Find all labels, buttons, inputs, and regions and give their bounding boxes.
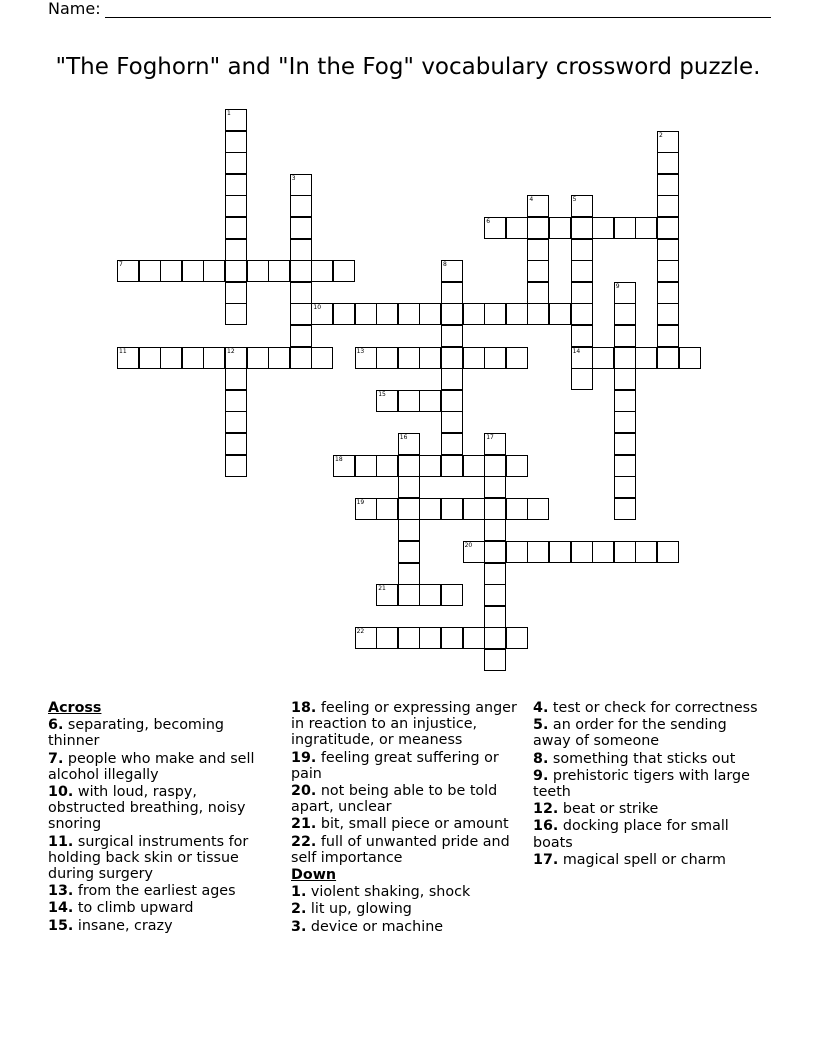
- clue-number-label: 2: [659, 131, 663, 139]
- crossword-cell[interactable]: [571, 368, 593, 390]
- clue-number-label: 19: [356, 498, 365, 506]
- crossword-cell[interactable]: [506, 455, 528, 477]
- crossword-cell[interactable]: [571, 303, 593, 325]
- clue-number: 3.: [291, 918, 307, 935]
- clue-number-label: 6: [486, 218, 491, 225]
- crossword-cell[interactable]: [635, 217, 657, 239]
- crossword-cell[interactable]: [441, 627, 463, 649]
- crossword-cell[interactable]: [398, 303, 420, 325]
- crossword-cell[interactable]: [225, 347, 247, 369]
- crossword-cell[interactable]: [311, 303, 333, 325]
- name-label: Name:: [48, 0, 101, 18]
- clue-text: bit, small piece or amount: [316, 816, 509, 833]
- clue-item: [533, 751, 763, 767]
- clue-number-label: 14: [572, 347, 581, 355]
- crossword-cell[interactable]: [419, 303, 441, 325]
- crossword-cell[interactable]: [506, 541, 528, 563]
- clue-number: 1.: [291, 884, 307, 901]
- clue-number-label: 18: [335, 455, 343, 463]
- crossword-cell[interactable]: [333, 260, 355, 282]
- crossword-cell[interactable]: [225, 152, 247, 174]
- clue-number: 4.: [533, 700, 549, 716]
- clue-number-label: 7: [119, 261, 123, 269]
- crossword-cell[interactable]: [571, 325, 593, 347]
- crossword-cell[interactable]: [268, 347, 290, 369]
- clue-text: something that sticks out: [548, 750, 736, 767]
- clue-number: 12.: [533, 801, 559, 818]
- crossword-cell[interactable]: [506, 303, 528, 325]
- crossword-cell[interactable]: [506, 498, 528, 520]
- crossword-cell[interactable]: [484, 584, 506, 606]
- crossword-cell[interactable]: [376, 498, 398, 520]
- clue-item: [533, 768, 763, 800]
- crossword-cell[interactable]: [571, 239, 593, 261]
- crossword-cell[interactable]: [463, 627, 485, 649]
- crossword-cell[interactable]: [484, 455, 506, 477]
- clues-column-1: [48, 700, 276, 935]
- crossword-cell[interactable]: [398, 347, 420, 369]
- crossword-cell[interactable]: [441, 368, 463, 390]
- crossword-cell[interactable]: [657, 282, 679, 304]
- clue-item: [291, 901, 525, 917]
- clue-number: 21.: [291, 816, 317, 833]
- crossword-cell[interactable]: [247, 347, 269, 369]
- clues-column-2: [291, 700, 525, 936]
- crossword-cell[interactable]: [635, 347, 657, 369]
- crossword-cell[interactable]: [290, 195, 312, 217]
- clue-number: 13.: [48, 883, 74, 900]
- clue-number: 15.: [48, 917, 74, 934]
- crossword-cell[interactable]: [614, 498, 636, 520]
- crossword-cell[interactable]: [182, 260, 204, 282]
- crossword-cell[interactable]: [333, 455, 355, 477]
- crossword-cell[interactable]: [117, 347, 139, 369]
- crossword-cell[interactable]: [441, 325, 463, 347]
- crossword-cell[interactable]: [355, 347, 377, 369]
- crossword-cell[interactable]: [419, 347, 441, 369]
- clue-item: [48, 918, 276, 934]
- crossword-cell[interactable]: [527, 260, 549, 282]
- clue-number: 10.: [48, 784, 74, 801]
- clue-text: beat or strike: [558, 801, 659, 818]
- crossword-cell[interactable]: [506, 627, 528, 649]
- crossword-cell[interactable]: [398, 563, 420, 585]
- clue-number-label: 20: [464, 542, 473, 549]
- crossword-cell[interactable]: [268, 260, 290, 282]
- crossword-cell[interactable]: [225, 195, 247, 217]
- crossword-cell[interactable]: [376, 627, 398, 649]
- crossword-cell[interactable]: [657, 325, 679, 347]
- clue-number-label: 10: [313, 304, 322, 312]
- clue-number: 5.: [533, 717, 549, 734]
- clue-item: [291, 700, 525, 749]
- crossword-cell[interactable]: [549, 303, 571, 325]
- crossword-cell[interactable]: [549, 217, 571, 239]
- crossword-cell[interactable]: [160, 260, 182, 282]
- crossword-cell[interactable]: [463, 541, 485, 563]
- crossword-cell[interactable]: [376, 584, 398, 606]
- clue-text: test or check for correctness: [548, 700, 758, 716]
- clue-text: magical spell or charm: [558, 851, 726, 868]
- crossword-cell[interactable]: [290, 282, 312, 304]
- crossword-cell[interactable]: [203, 260, 225, 282]
- crossword-cell[interactable]: [527, 195, 549, 217]
- crossword-cell[interactable]: [614, 476, 636, 498]
- crossword-cell[interactable]: [484, 519, 506, 541]
- clue-number-label: 21: [378, 585, 386, 593]
- crossword-cell[interactable]: [225, 411, 247, 433]
- crossword-cell[interactable]: [290, 325, 312, 347]
- clues-column-3: [533, 700, 763, 869]
- crossword-cell[interactable]: [657, 174, 679, 196]
- crossword-cell[interactable]: [614, 455, 636, 477]
- crossword-cell[interactable]: [290, 260, 312, 282]
- crossword-cell[interactable]: [117, 260, 139, 282]
- crossword-cell[interactable]: [614, 325, 636, 347]
- clue-item: [48, 883, 276, 899]
- crossword-cell[interactable]: [398, 498, 420, 520]
- crossword-cell[interactable]: [290, 217, 312, 239]
- crossword-cell[interactable]: [311, 260, 333, 282]
- crossword-cell[interactable]: [657, 217, 679, 239]
- clue-text: full of unwanted pride and self importance: [291, 833, 510, 866]
- clue-item: [533, 852, 763, 868]
- clue-text: to climb upward: [73, 900, 194, 917]
- clue-text: prehistoric tigers with large teeth: [533, 767, 750, 801]
- crossword-cell[interactable]: [592, 347, 614, 369]
- crossword-cell[interactable]: [376, 455, 398, 477]
- crossword-cell[interactable]: [355, 498, 377, 520]
- clue-item: [48, 751, 276, 783]
- clue-text: violent shaking, shock: [306, 884, 471, 901]
- crossword-cell[interactable]: [182, 347, 204, 369]
- clue-number-label: 5: [572, 196, 577, 204]
- clue-text: separating, becoming thinner: [48, 717, 224, 750]
- crossword-cell[interactable]: [225, 239, 247, 261]
- crossword-cell[interactable]: [290, 347, 312, 369]
- crossword-cell[interactable]: [441, 455, 463, 477]
- clue-number-label: 11: [119, 347, 127, 355]
- crossword-cell[interactable]: [441, 347, 463, 369]
- crossword-cell[interactable]: [419, 498, 441, 520]
- clue-item: [291, 816, 525, 832]
- clue-number-label: 15: [378, 390, 386, 398]
- crossword-cell[interactable]: [614, 282, 636, 304]
- crossword-cell[interactable]: [484, 476, 506, 498]
- clue-item: [291, 783, 525, 815]
- crossword-cell[interactable]: [398, 584, 420, 606]
- crossword-cell[interactable]: [355, 627, 377, 649]
- crossword-cell[interactable]: [527, 282, 549, 304]
- crossword-cell[interactable]: [290, 239, 312, 261]
- crossword-cell[interactable]: [355, 455, 377, 477]
- crossword-cell[interactable]: [527, 498, 549, 520]
- clue-number-label: 16: [399, 434, 408, 441]
- crossword-cell[interactable]: [441, 411, 463, 433]
- crossword-cell[interactable]: [592, 217, 614, 239]
- clue-number-label: 9: [615, 282, 620, 290]
- crossword-cell[interactable]: [484, 303, 506, 325]
- clue-item: [533, 700, 763, 716]
- clue-text: device or machine: [306, 918, 444, 935]
- crossword-cell[interactable]: [225, 109, 247, 131]
- clue-number: 19.: [291, 749, 317, 766]
- clue-item: [48, 717, 276, 749]
- crossword-cell[interactable]: [571, 282, 593, 304]
- clue-number: 8.: [533, 750, 549, 767]
- crossword-cell[interactable]: [614, 347, 636, 369]
- clue-number: 6.: [48, 717, 64, 734]
- crossword-cell[interactable]: [571, 347, 593, 369]
- crossword-cell[interactable]: [225, 368, 247, 390]
- crossword-cell[interactable]: [571, 260, 593, 282]
- clue-number-label: 22: [356, 628, 365, 636]
- crossword-cell[interactable]: [419, 584, 441, 606]
- clue-text: an order for the sending away of someone: [533, 717, 727, 750]
- crossword-cell[interactable]: [225, 217, 247, 239]
- crossword-cell[interactable]: [160, 347, 182, 369]
- crossword-cell[interactable]: [527, 541, 549, 563]
- crossword-cell[interactable]: [484, 347, 506, 369]
- crossword-cell[interactable]: [290, 174, 312, 196]
- clue-item: [291, 750, 525, 782]
- crossword-cell[interactable]: [225, 455, 247, 477]
- clue-section-header: Across: [48, 700, 102, 716]
- clue-number-label: 3: [291, 174, 296, 182]
- crossword-cell[interactable]: [419, 455, 441, 477]
- clue-item: [48, 900, 276, 916]
- clue-number-label: 8: [443, 261, 447, 269]
- crossword-cell[interactable]: [290, 303, 312, 325]
- crossword-cell[interactable]: [441, 260, 463, 282]
- crossword-cell[interactable]: [657, 152, 679, 174]
- crossword-cell[interactable]: [484, 498, 506, 520]
- clue-text: people who make and sell alcohol illegally: [48, 750, 255, 783]
- crossword-cell[interactable]: [571, 541, 593, 563]
- crossword-cell[interactable]: [463, 347, 485, 369]
- crossword-cell[interactable]: [614, 368, 636, 390]
- crossword-cell[interactable]: [225, 303, 247, 325]
- clue-number: 20.: [291, 783, 317, 800]
- crossword-cell[interactable]: [527, 217, 549, 239]
- crossword-cell[interactable]: [441, 282, 463, 304]
- clue-number: 22.: [291, 833, 317, 850]
- clue-number: 11.: [48, 833, 74, 850]
- crossword-cell[interactable]: [398, 541, 420, 563]
- clue-number: 2.: [291, 901, 307, 918]
- crossword-cell[interactable]: [614, 303, 636, 325]
- crossword-cell[interactable]: [225, 433, 247, 455]
- clue-item: [533, 818, 763, 850]
- crossword-cell[interactable]: [506, 347, 528, 369]
- crossword-cell[interactable]: [419, 390, 441, 412]
- clue-text: not being able to be told apart, unclear: [291, 783, 498, 816]
- crossword-cell[interactable]: [527, 239, 549, 261]
- crossword-cell[interactable]: [614, 411, 636, 433]
- crossword-cell[interactable]: [225, 260, 247, 282]
- clue-number: 9.: [533, 767, 549, 784]
- clue-text: feeling great suffering or pain: [291, 749, 499, 782]
- crossword-cell[interactable]: [463, 498, 485, 520]
- clue-number-label: 13: [356, 347, 365, 355]
- clue-text: feeling or expressing anger in reaction to an injustice, ingratitude, or meaness: [291, 700, 517, 749]
- crossword-cell[interactable]: [657, 239, 679, 261]
- crossword-cell[interactable]: [225, 174, 247, 196]
- clue-number-label: 4: [529, 196, 534, 204]
- clue-item: [533, 717, 763, 749]
- clue-text: from the earliest ages: [73, 883, 236, 900]
- crossword-cell[interactable]: [225, 131, 247, 153]
- crossword-cell[interactable]: [398, 390, 420, 412]
- crossword-cell[interactable]: [527, 303, 549, 325]
- clue-number: 17.: [533, 851, 559, 868]
- crossword-cell[interactable]: [441, 433, 463, 455]
- crossword-cell[interactable]: [376, 303, 398, 325]
- crossword-cell[interactable]: [441, 584, 463, 606]
- crossword-cell[interactable]: [657, 131, 679, 153]
- crossword-cell[interactable]: [333, 303, 355, 325]
- crossword-cell[interactable]: [657, 260, 679, 282]
- clue-number: 18.: [291, 700, 317, 716]
- crossword-cell[interactable]: [614, 217, 636, 239]
- clue-item: [291, 884, 525, 900]
- crossword-cell[interactable]: [225, 282, 247, 304]
- clue-text: docking place for small boats: [533, 818, 729, 851]
- crossword-cell[interactable]: [484, 217, 506, 239]
- crossword-cell[interactable]: [484, 433, 506, 455]
- crossword-cell[interactable]: [376, 390, 398, 412]
- crossword-cell[interactable]: [506, 217, 528, 239]
- crossword-cell[interactable]: [484, 606, 506, 628]
- crossword-cell[interactable]: [571, 195, 593, 217]
- clue-item: [291, 834, 525, 866]
- crossword-cell[interactable]: [463, 303, 485, 325]
- crossword-cell[interactable]: [592, 541, 614, 563]
- crossword-cell[interactable]: [376, 347, 398, 369]
- clue-number-label: 1: [227, 110, 231, 117]
- clue-section-header: Down: [291, 867, 337, 884]
- crossword-cell[interactable]: [203, 347, 225, 369]
- crossword-cell[interactable]: [484, 649, 506, 671]
- clue-item: [533, 801, 763, 817]
- crossword-cell[interactable]: [484, 627, 506, 649]
- crossword-cell[interactable]: [247, 260, 269, 282]
- crossword-cell[interactable]: [311, 347, 333, 369]
- crossword-cell[interactable]: [614, 390, 636, 412]
- clue-number: 14.: [48, 900, 74, 917]
- crossword-cell[interactable]: [679, 347, 701, 369]
- crossword-cell[interactable]: [614, 433, 636, 455]
- crossword-cell[interactable]: [398, 433, 420, 455]
- crossword-cell[interactable]: [225, 390, 247, 412]
- crossword-cell[interactable]: [441, 498, 463, 520]
- clue-number-label: 12: [227, 347, 235, 355]
- clue-text: lit up, glowing: [306, 901, 412, 918]
- clue-text: with loud, raspy, obstructed breathing, noisy snoring: [48, 784, 246, 833]
- clue-number: 7.: [48, 750, 64, 767]
- clue-number: 16.: [533, 818, 559, 835]
- crossword-cell[interactable]: [398, 476, 420, 498]
- crossword-cell[interactable]: [139, 260, 161, 282]
- crossword-cell[interactable]: [571, 217, 593, 239]
- crossword-cell[interactable]: [398, 519, 420, 541]
- clue-text: surgical instruments for holding back skin or tissue during surgery: [48, 833, 249, 883]
- crossword-cell[interactable]: [614, 541, 636, 563]
- clue-item: [291, 919, 525, 935]
- crossword-cell[interactable]: [635, 541, 657, 563]
- crossword-cell[interactable]: [398, 627, 420, 649]
- crossword-cell[interactable]: [549, 541, 571, 563]
- crossword-cell[interactable]: [419, 627, 441, 649]
- clue-item: [48, 834, 276, 883]
- crossword-cell[interactable]: [484, 541, 506, 563]
- clue-number-label: 17: [486, 434, 494, 441]
- page-title: "The Foghorn" and "In the Fog" vocabulary crossword puzzle.: [55, 54, 761, 80]
- crossword-cell[interactable]: [484, 563, 506, 585]
- crossword-cell[interactable]: [657, 195, 679, 217]
- clue-item: [48, 784, 276, 833]
- crossword-cell[interactable]: [441, 303, 463, 325]
- crossword-cell[interactable]: [657, 541, 679, 563]
- crossword-cell[interactable]: [657, 303, 679, 325]
- crossword-cell[interactable]: [139, 347, 161, 369]
- crossword-cell[interactable]: [398, 455, 420, 477]
- clue-text: insane, crazy: [73, 917, 173, 934]
- crossword-cell[interactable]: [355, 303, 377, 325]
- crossword-cell[interactable]: [657, 347, 679, 369]
- crossword-cell[interactable]: [463, 455, 485, 477]
- crossword-cell[interactable]: [441, 390, 463, 412]
